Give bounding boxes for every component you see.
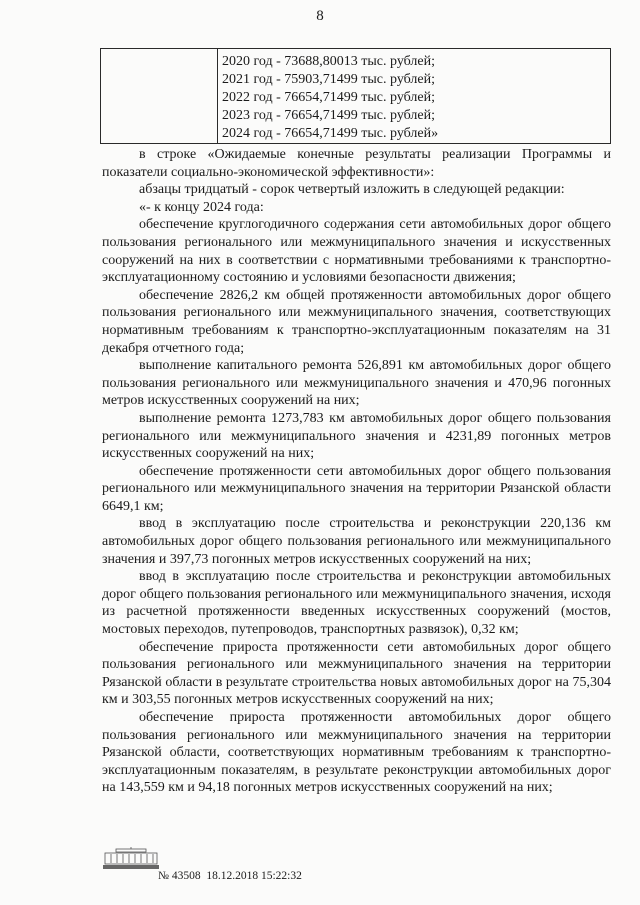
financing-line-2023: 2023 год - 76654,71499 тыс. рублей; [222, 108, 436, 123]
table-cell-empty [101, 49, 218, 144]
paragraph-commissioning-structures: ввод в эксплуатацию после строительства и реконструкции автомобильных дорог общего пользования регионального или межмуниципального значения, исходя из расчетной протяженности введенных искусственных сооружений (мостов, мостовых переходов, путепроводов, транспортных развязок), 0,32 км; [102, 569, 611, 638]
financing-line-2022: 2022 год - 76654,71499 тыс. рублей; [222, 90, 436, 105]
paragraph-network-length: обеспечение протяженности сети автомобильных дорог общего пользования регионального или межмуниципального значения на территории Рязанской области 6649,1 км; [102, 463, 611, 514]
document-timestamp: 18.12.2018 15:22:32 [206, 870, 302, 882]
page-number: 8 [316, 8, 324, 24]
paragraph-row-reference: в строке «Ожидаемые конечные результаты реализации Программы и показатели социально-экономической эффективности»: [102, 147, 611, 180]
financing-cell [218, 49, 611, 144]
financing-table [100, 48, 611, 144]
financing-line-2020: 2020 год - 73688,80013 тыс. рублей; [222, 54, 436, 69]
paragraph-target-date: «- к концу 2024 года: [139, 199, 264, 215]
financing-line-2024: 2024 год - 76654,71499 тыс. рублей» [222, 126, 439, 141]
paragraph-growth-reconstruction: обеспечение прироста протяженности автомобильных дорог общего пользования регионального или межмуниципального значения на территории Рязанской области, соответствующих нормативным требованиям к транспортно-эксплуатационным показателям, в результате реконструкции автомобильных дорог на 143,559 км и 94,18 погонных метров искусственных сооружений на них; [102, 710, 611, 796]
paragraph-maintenance: обеспечение круглогодичного содержания сети автомобильных дорог общего пользования регионального или межмуниципального значения и искусственных сооружений на них в соответствии с нормативными требованиями к транспортно-эксплуатационному состоянию и условиями безопасности движения; [102, 217, 611, 286]
financing-line-2021: 2021 год - 75903,71499 тыс. рублей; [222, 72, 436, 87]
table-row [101, 49, 611, 144]
paragraph-commissioning: ввод в эксплуатацию после строительства и реконструкции 220,136 км автомобильных дорог общего пользования регионального или межмуниципального значения и 397,73 погонных метров искусственных сооружений на них; [102, 516, 611, 567]
paragraph-capital-repair: выполнение капитального ремонта 526,891 км автомобильных дорог общего пользования регионального или межмуниципального значения и 470,96 погонных метров искусственных сооружений на них; [102, 358, 611, 409]
paragraph-growth-new-roads: обеспечение прироста протяженности сети автомобильных дорог общего пользования регионального или межмуниципального значения на территории Рязанской области в результате строительства новых автомобильных дорог на 75,304 км и 303,55 погонных метров искусственных сооружений на них; [102, 639, 611, 708]
document-body [102, 146, 611, 797]
document-registration-footer [158, 870, 302, 882]
paragraph-compliant-length: обеспечение 2826,2 км общей протяженности автомобильных дорог общего пользования регионального или межмуниципального значения, соответствующих нормативным требованиям к транспортно-эксплуатационным показателям на 31 декабря отчетного года; [102, 287, 611, 356]
paragraph-amendment-intro: абзацы тридцатый - сорок четвертый изложить в следующей редакции: [139, 182, 565, 198]
building-stamp-icon [102, 847, 160, 871]
paragraph-repair: выполнение ремонта 1273,783 км автомобильных дорог общего пользования регионального или межмуниципального значения и 4231,89 погонных метров искусственных сооружений на них; [102, 410, 611, 462]
document-number: № 43508 [158, 870, 201, 882]
